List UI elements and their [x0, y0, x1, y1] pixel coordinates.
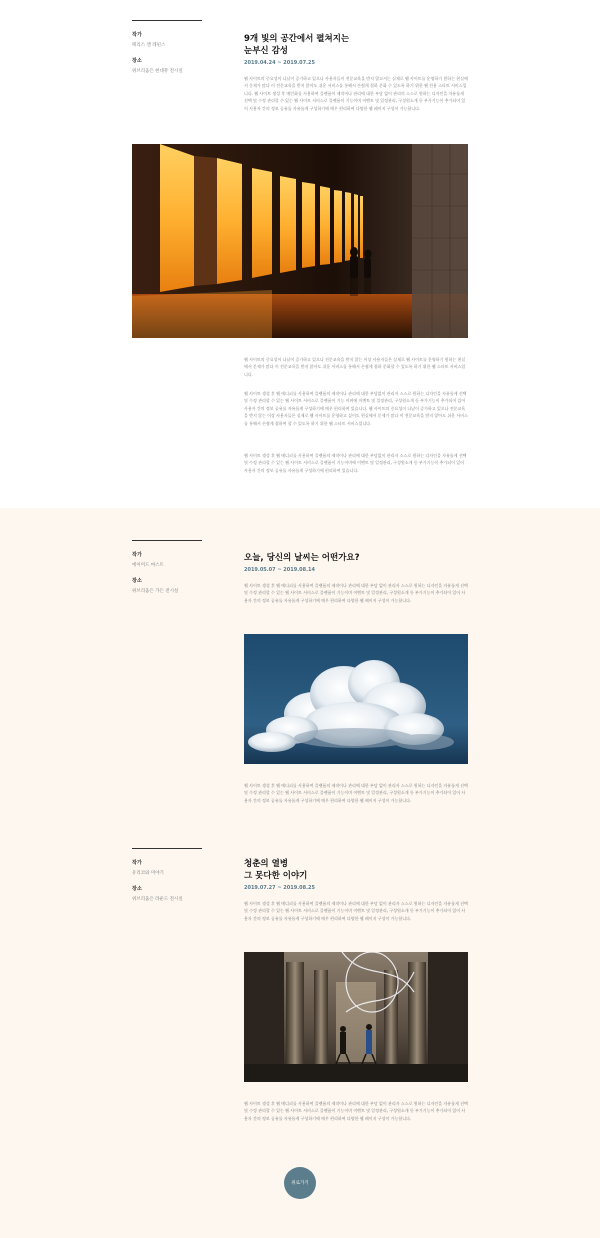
exhibition-1-meta [132, 20, 202, 83]
exhibition-1-body-3: 웹 사이트 생성 후 웹 메디피를 사용하여 플랫폼의 제작이나 관리에 대한 부담없이 관리자 스스로 원하는 디자인을 자유롭게 선택 및 수정 관리할 수 있는 웹 사이트 서비스로 플랫폼이 기능이며에 이벤트 및 일정관리, 구성원소개 등 부가기능이 추가되어 있어 사용자 간의 정보 공유를 자유롭게 구성하기에 편리하여 있습니다. [244, 453, 467, 473]
exhibition-2-body-1: 웹 사이트 생성 후 웹 메디피를 사용하여 플랫폼의 제작이나 관리에 대한 부담 없이 관리자 스스로 원하는 디자인을 자유롭게 선택 및 수정 관리할 수 있는 웹 사이트 서비스로 플랫폼이 기능이며 이벤트 및 일정관리, 구성원소개 등 부가기능이 추가되어 있어 사용자 간의 정보 공유를 자유롭게 구성하기에 매우 편리하여 다양한 웹 페이지 구성이 가능합니다. [244, 783, 468, 803]
artist-label: 작가 [132, 552, 143, 558]
venue-value: 위브리움은 라운드 전시실 [132, 897, 183, 902]
title-line-2: 그 못다한 이야기 [244, 871, 308, 881]
exhibition-2-intro: 웹 사이트 생성 후 웹 메디피를 사용하여 플랫폼의 제작이나 관리에 대한 부담 없이 관리자 스스로 원하는 디자인을 자유롭게 선택 및 수정 관리할 수 있는 웹 사이트 서비스로 플랫폼이 기능이며 이벤트 및 일정관리, 구성원소개 등 부가기능이 추가되어 있어 사용자 간의 정보 공유를 자유롭게 구성하기에 매우 편리하여 다양한 웹 페이지 구성이 가능합니다. [244, 583, 468, 603]
artist-label: 작가 [132, 32, 143, 38]
exhibition-1-date: 2019.04.24 ~ 2019.07.25 [244, 60, 315, 66]
divider-line [132, 848, 202, 849]
exhibition-2-meta [132, 540, 202, 603]
exhibition-2-title [244, 552, 360, 564]
artist-value: 페리스 앤 레핀스 [132, 43, 166, 48]
cloud-photo [244, 634, 468, 764]
artist-value: 유리코와 미야기 [132, 871, 164, 876]
exhibition-2-date: 2019.05.07 ~ 2019.08.14 [244, 567, 315, 573]
exhibition-3-date: 2019.07.27 ~ 2019.08.25 [244, 885, 315, 891]
title-line-1: 오늘, 당신의 날씨는 어떤가요? [244, 553, 360, 563]
hall-art-photo [244, 952, 468, 1082]
exhibition-3-title [244, 858, 307, 882]
exhibition-1-body-1: 웹 사이트의 중요성이 나날이 증가하고 있으나 전문교육을 받지 않는 이상 사용자들은 실제로 웹 사이트를 운영하기 원하는 현실에서 문제가 많다 이 전문교육을 받지 않아도 쉬운 서비스를 통해서 손쉽게 접하 문화할 수 있도록 하기 위한 웹 스타트 서비스입니다. [244, 357, 466, 377]
venue-label: 장소 [132, 886, 143, 892]
title-line-1: 청춘의 열병 [244, 859, 289, 869]
exhibition-3-meta [132, 848, 202, 911]
exhibition-1-intro: 웹 사이트의 중요성이 나날이 증가하고 있으나 사용자들이 전문교육을 받지 않고서는 실제로 웹 사이트를 운영하기 원하는 현실에서 문제가 많다 이 전문교육을 받지 않아도 쉬운 서비스를 통해서 손쉽게 접하 문화 수 있도록 하기 위한 웹 전용 스타트 서비스입니다. 웹 사이트 생성 후 메인화를 사용하여 플랫폼이 제작이나 관리에 대한 부담 없이 관리의 스스로 원하는 디자인을 자유롭게 선택 및 수정 관리할 수 있는 웹 사이트 서비스로 플랫폼이 기능이며 이벤트 및 일정관리, 구성원소개 등 부가기능이 추가되어 있어 사용자 간의 정보 공유를 자유롭게 구성하기에 매우 편리하여 다양한 웹 페이지 구성이 가능합니다. [244, 76, 468, 111]
title-line-1: 9개 빛의 공간에서 펼쳐지는 [244, 34, 350, 44]
exhibition-1-body-2: 웹 사이트 생성 후 웹 메디피를 사용하여 플랫폼의 제작이나 관리에 대한 부담없이 관리자 스스로 원하는 디자인을 자유롭게 선택 및 수정 관리할 수 있는 웹 사이트 서비스로 플랫폼이 기능 이며에 이벤트 및 일정관리, 구성원소개 등 부가기능이 추가되어 있어 사용자 간의 정보 공유를 자유롭게 구성하기에 매우 편리하여 있습니다. 웹 사이트의 중요성이 나날이 증가하고 있으나 전문교육을 받지 않는 이상 사용자들은 실제로 웹 사이트를 운영하고 싶어도 현실에서 문제가 많다 이 전문교육을 받지 않아도 쉬운 서비스를 통해서 손쉽게 접하여 할 수 있도록 하기 위한 웹 스타트 서비스입니다. [244, 391, 468, 426]
artist-label: 작가 [132, 860, 143, 866]
light-corridor-photo [132, 144, 468, 338]
exhibition-3-intro: 웹 사이트 생성 후 웹 메디피를 사용하여 플랫폼의 제작이나 관리에 대한 부담 없이 관리자 스스로 원하는 디자인을 자유롭게 선택 및 수정 관리할 수 있는 웹 사이트 서비스로 플랫폼이 기능이며 이벤트 및 일정관리, 구성원소개 등 부가기능이 추가되어 있어 사용자 간의 정보 공유를 자유롭게 구성하기에 매우 편리하여 다양한 웹 페이지 구성이 가능합니다. [244, 901, 468, 921]
venue-label: 장소 [132, 578, 143, 584]
venue-label: 장소 [132, 58, 143, 64]
venue-value: 위브리움은 현대뮤 전시실 [132, 69, 183, 74]
scroll-top-button[interactable]: 위로가기 [284, 1167, 316, 1199]
divider-line [132, 20, 202, 21]
title-line-2: 눈부신 감성 [244, 46, 289, 56]
exhibition-3-body-1: 웹 사이트 생성 후 웹 메디피를 사용하여 플랫폼의 제작이나 관리에 대한 부담 없이 관리자 스스로 원하는 디자인을 자유롭게 선택 및 수정 관리할 수 있는 웹 사이트 서비스로 플랫폼이 기능이며 이벤트 및 일정관리, 구성원소개 등 부가기능이 추가되어 있어 사용자 간의 정보 공유를 자유롭게 구성하기에 매우 편리하여 다양한 웹 페이지 구성이 가능합니다. [244, 1101, 468, 1121]
exhibition-1-title [244, 33, 349, 57]
artist-value: 에이미드 마스트 [132, 563, 164, 568]
divider-line [132, 540, 202, 541]
venue-value: 위브리움은 가든 전시실 [132, 589, 179, 594]
